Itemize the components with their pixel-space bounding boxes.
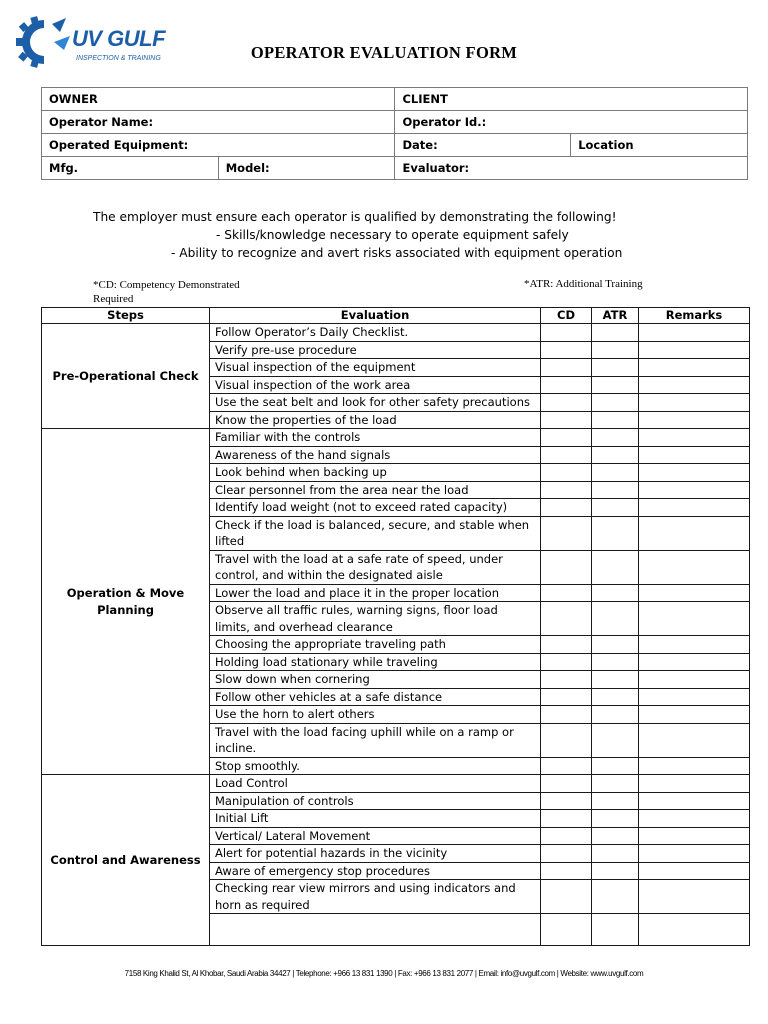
remarks-cell[interactable] xyxy=(639,341,750,359)
model-field[interactable]: Model: xyxy=(218,157,395,180)
atr-cell[interactable] xyxy=(592,341,639,359)
cd-legend: *CD: Competency Demonstrated Required xyxy=(93,279,240,305)
atr-cell[interactable] xyxy=(592,845,639,863)
cd-cell[interactable] xyxy=(541,706,592,724)
evaluation-item: Observe all traffic rules, warning signs, floor load limits, and overhead clearance xyxy=(210,602,541,636)
atr-cell[interactable] xyxy=(592,359,639,377)
operator-id-field[interactable]: Operator Id.: xyxy=(395,111,748,134)
remarks-cell[interactable] xyxy=(639,429,750,447)
remarks-cell[interactable] xyxy=(639,723,750,757)
atr-cell[interactable] xyxy=(592,324,639,342)
cd-cell[interactable] xyxy=(541,775,592,793)
atr-cell[interactable] xyxy=(592,706,639,724)
evaluation-item: Lower the load and place it in the proper location xyxy=(210,584,541,602)
cd-cell[interactable] xyxy=(541,688,592,706)
evaluation-item: Aware of emergency stop procedures xyxy=(210,862,541,880)
page-title: OPERATOR EVALUATION FORM xyxy=(250,43,518,62)
evaluation-item xyxy=(210,914,541,946)
atr-cell[interactable] xyxy=(592,499,639,517)
atr-cell[interactable] xyxy=(592,411,639,429)
remarks-cell[interactable] xyxy=(639,516,750,550)
evaluation-item: Familiar with the controls xyxy=(210,429,541,447)
evaluation-item: Use the seat belt and look for other safety precautions xyxy=(210,394,541,412)
owner-field[interactable]: OWNER xyxy=(42,88,395,111)
operator-name-field[interactable]: Operator Name: xyxy=(42,111,395,134)
remarks-cell[interactable] xyxy=(639,706,750,724)
atr-cell[interactable] xyxy=(592,516,639,550)
cd-cell[interactable] xyxy=(541,723,592,757)
evaluation-item: Stop smoothly. xyxy=(210,757,541,775)
remarks-cell[interactable] xyxy=(639,411,750,429)
cd-cell[interactable] xyxy=(541,324,592,342)
evaluation-item: Alert for potential hazards in the vicinity xyxy=(210,845,541,863)
evaluation-item: Visual inspection of the equipment xyxy=(210,359,541,377)
cd-cell[interactable] xyxy=(541,446,592,464)
evaluation-table xyxy=(41,307,750,946)
cd-cell[interactable] xyxy=(541,880,592,914)
evaluation-header: Evaluation xyxy=(210,308,541,324)
atr-cell[interactable] xyxy=(592,636,639,654)
atr-cell[interactable] xyxy=(592,914,639,946)
remarks-cell[interactable] xyxy=(639,810,750,828)
atr-cell[interactable] xyxy=(592,584,639,602)
step-category: Pre-Operational Check xyxy=(42,324,210,429)
atr-cell[interactable] xyxy=(592,775,639,793)
remarks-cell[interactable] xyxy=(639,550,750,584)
cd-cell[interactable] xyxy=(541,757,592,775)
cd-header: CD xyxy=(541,308,592,324)
date-field[interactable]: Date: xyxy=(395,134,571,157)
cd-cell[interactable] xyxy=(541,516,592,550)
evaluator-field[interactable]: Evaluator: xyxy=(395,157,748,180)
remarks-cell[interactable] xyxy=(639,653,750,671)
atr-legend: *ATR: Additional Training xyxy=(524,278,643,290)
remarks-cell[interactable] xyxy=(639,394,750,412)
evaluation-item: Check if the load is balanced, secure, and stable when lifted xyxy=(210,516,541,550)
evaluation-item: Load Control xyxy=(210,775,541,793)
atr-cell[interactable] xyxy=(592,464,639,482)
remarks-cell[interactable] xyxy=(639,376,750,394)
remarks-cell[interactable] xyxy=(639,584,750,602)
cd-cell[interactable] xyxy=(541,359,592,377)
cd-cell[interactable] xyxy=(541,671,592,689)
atr-cell[interactable] xyxy=(592,757,639,775)
evaluation-item: Checking rear view mirrors and using indicators and horn as required xyxy=(210,880,541,914)
cd-cell[interactable] xyxy=(541,394,592,412)
atr-cell[interactable] xyxy=(592,394,639,412)
atr-cell[interactable] xyxy=(592,653,639,671)
evaluation-item: Choosing the appropriate traveling path xyxy=(210,636,541,654)
evaluation-item: Travel with the load facing uphill while on a ramp or incline. xyxy=(210,723,541,757)
evaluation-item: Look behind when backing up xyxy=(210,464,541,482)
remarks-cell[interactable] xyxy=(639,324,750,342)
footer-contact: 7158 King Khalid St, Al Khobar, Saudi Arabia 34427 | Telephone: +966 13 831 1390 | Fax: +966 13 831 2077 | Email: info@uvgulf.com | Website: www.uvgulf.com xyxy=(124,969,644,978)
cd-cell[interactable] xyxy=(541,429,592,447)
remarks-cell[interactable] xyxy=(639,757,750,775)
operated-equipment-field[interactable]: Operated Equipment: xyxy=(42,134,395,157)
atr-cell[interactable] xyxy=(592,671,639,689)
operator-info-table xyxy=(41,87,748,180)
remarks-cell[interactable] xyxy=(639,499,750,517)
atr-cell[interactable] xyxy=(592,481,639,499)
remarks-cell[interactable] xyxy=(639,464,750,482)
atr-header: ATR xyxy=(592,308,639,324)
table-row xyxy=(42,324,750,342)
evaluation-item: Travel with the load at a safe rate of speed, under control, and within the designated aisle xyxy=(210,550,541,584)
evaluation-item: Identify load weight (not to exceed rated capacity) xyxy=(210,499,541,517)
remarks-cell[interactable] xyxy=(639,602,750,636)
remarks-cell[interactable] xyxy=(639,671,750,689)
remarks-cell[interactable] xyxy=(639,827,750,845)
evaluation-item: Know the properties of the load xyxy=(210,411,541,429)
table-row xyxy=(42,775,750,793)
remarks-cell[interactable] xyxy=(639,446,750,464)
evaluation-item: Awareness of the hand signals xyxy=(210,446,541,464)
evaluation-item: Use the horn to alert others xyxy=(210,706,541,724)
remarks-cell[interactable] xyxy=(639,359,750,377)
remarks-cell[interactable] xyxy=(639,688,750,706)
atr-cell[interactable] xyxy=(592,723,639,757)
cd-cell[interactable] xyxy=(541,341,592,359)
remarks-cell[interactable] xyxy=(639,862,750,880)
intro-bullet: - Ability to recognize and avert risks associated with equipment operation xyxy=(171,246,623,260)
atr-cell[interactable] xyxy=(592,810,639,828)
atr-cell[interactable] xyxy=(592,429,639,447)
atr-cell[interactable] xyxy=(592,602,639,636)
atr-cell[interactable] xyxy=(592,446,639,464)
steps-header: Steps xyxy=(42,308,210,324)
evaluation-item: Visual inspection of the work area xyxy=(210,376,541,394)
cd-cell[interactable] xyxy=(541,636,592,654)
remarks-cell[interactable] xyxy=(639,792,750,810)
step-category: Control and Awareness xyxy=(42,775,210,946)
step-category: Operation & Move Planning xyxy=(42,429,210,775)
atr-cell[interactable] xyxy=(592,376,639,394)
atr-cell[interactable] xyxy=(592,880,639,914)
remarks-cell[interactable] xyxy=(639,775,750,793)
remarks-cell[interactable] xyxy=(639,914,750,946)
evaluation-item: Vertical/ Lateral Movement xyxy=(210,827,541,845)
intro-text xyxy=(93,208,622,262)
cd-cell[interactable] xyxy=(541,464,592,482)
remarks-cell[interactable] xyxy=(639,481,750,499)
remarks-cell[interactable] xyxy=(639,880,750,914)
client-field[interactable]: CLIENT xyxy=(395,88,748,111)
atr-cell[interactable] xyxy=(592,792,639,810)
cd-cell[interactable] xyxy=(541,827,592,845)
remarks-cell[interactable] xyxy=(639,636,750,654)
atr-cell[interactable] xyxy=(592,827,639,845)
cd-cell[interactable] xyxy=(541,602,592,636)
logo-wordmark: UV GULF xyxy=(72,26,166,51)
evaluation-item: Follow Operator’s Daily Checklist. xyxy=(210,324,541,342)
table-row xyxy=(42,429,750,447)
cd-cell[interactable] xyxy=(541,550,592,584)
evaluation-item: Follow other vehicles at a safe distance xyxy=(210,688,541,706)
cd-cell[interactable] xyxy=(541,584,592,602)
cd-cell[interactable] xyxy=(541,845,592,863)
cd-cell[interactable] xyxy=(541,376,592,394)
cd-cell[interactable] xyxy=(541,411,592,429)
intro-line: The employer must ensure each operator is qualified by demonstrating the following! xyxy=(93,210,617,224)
cd-cell[interactable] xyxy=(541,862,592,880)
cd-cell[interactable] xyxy=(541,792,592,810)
location-field[interactable]: Location xyxy=(571,134,748,157)
cd-cell[interactable] xyxy=(541,481,592,499)
remarks-cell[interactable] xyxy=(639,845,750,863)
cd-cell[interactable] xyxy=(541,810,592,828)
evaluation-item: Manipulation of controls xyxy=(210,792,541,810)
intro-bullet: - Skills/knowledge necessary to operate equipment safely xyxy=(216,228,569,242)
remarks-header: Remarks xyxy=(639,308,750,324)
cd-cell[interactable] xyxy=(541,499,592,517)
logo-tagline: INSPECTION & TRAINING xyxy=(76,55,161,62)
mfg-field[interactable]: Mfg. xyxy=(42,157,219,180)
evaluation-item: Verify pre-use procedure xyxy=(210,341,541,359)
cd-cell[interactable] xyxy=(541,914,592,946)
cd-cell[interactable] xyxy=(541,653,592,671)
evaluation-item: Initial Lift xyxy=(210,810,541,828)
evaluation-item: Clear personnel from the area near the load xyxy=(210,481,541,499)
evaluation-item: Slow down when cornering xyxy=(210,671,541,689)
atr-cell[interactable] xyxy=(592,862,639,880)
atr-cell[interactable] xyxy=(592,688,639,706)
atr-cell[interactable] xyxy=(592,550,639,584)
evaluation-item: Holding load stationary while traveling xyxy=(210,653,541,671)
